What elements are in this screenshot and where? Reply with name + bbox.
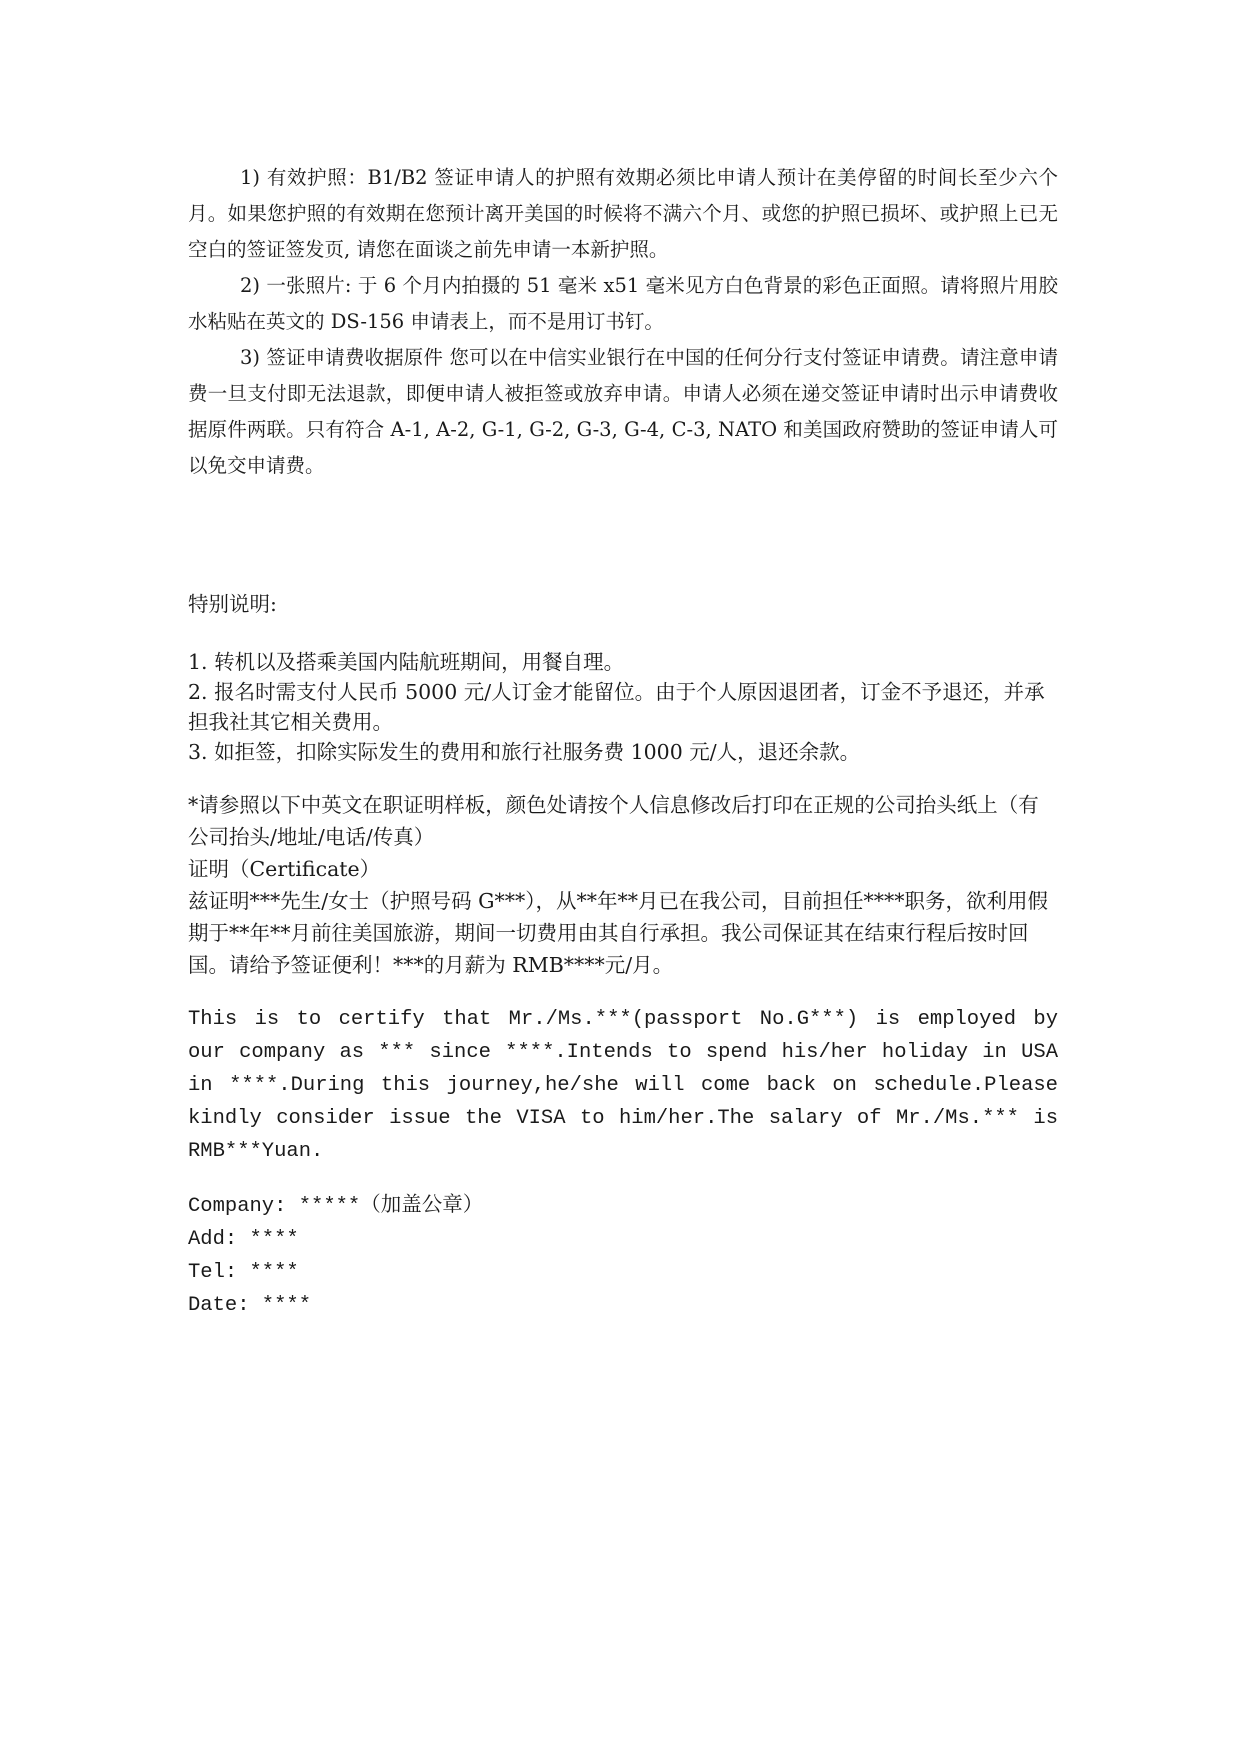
special-note-item: 1. 转机以及搭乘美国内陆航班期间，用餐自理。 [188,650,625,674]
requirement-photo: 2) 一张照片: 于 6 个月内拍摄的 51 毫米 x51 毫米见方白色背景的彩色正面照。请将照片用胶水粘贴在英文的 DS-156 申请表上，而不是用订书钉。 [188,274,1058,333]
special-notes-list [188,647,1058,767]
requirement-passport: 1) 有效护照：B1/B2 签证申请人的护照有效期必须比申请人预计在美停留的时间长至少六个月。如果您护照的有效期在您预计离开美国的时候将不满六个月、或您的护照已损坏、或护照上已无空白的签证签发页, 请您在面谈之前先申请一本新护照。 [188,166,1058,261]
section-gap [188,767,1058,789]
footer-date: Date: **** [188,1294,312,1317]
special-notes-title: 特别说明: [188,592,277,616]
document-page [188,160,1058,1322]
requirement-fee-receipt: 3) 签证申请费收据原件 您可以在中信实业银行在中国的任何分行支付签证申请费。请注意申请费一旦支付即无法退款，即便申请人被拒签或放弃申请。申请人必须在递交签证申请时出示申请费收据原件两联。只有符合 A-1, A-2, G-1, G-2, G-3, G-4, C-3, NATO 和美国政府赞助的签证申请人可以免交申请费。 [188,346,1058,477]
certificate-template [188,789,1058,1322]
footer-address: Add: **** [188,1228,299,1251]
section-gap [188,484,1058,589]
section-gap [188,1168,1058,1190]
certificate-body-chinese: 兹证明***先生/女士（护照号码 G***），从**年**月已在我公司，目前担任****职务，欲利用假期于**年**月前往美国旅游，期间一切费用由其自行承担。我公司保证其在结束行程后按时回国。请给予签证便利！***的月薪为 RMB****元/月。 [188,889,1049,977]
section-gap [188,981,1058,1003]
special-note-item: 2. 报名时需支付人民币 5000 元/人订金才能留位。由于个人原因退团者，订金不予退还，并承担我社其它相关费用。 [188,680,1045,734]
section-gap [188,619,1058,647]
certificate-body-english: This is to certify that Mr./Ms.***(passport No.G***) is employed by our company as *** since ****.Intends to spend his/her holiday in USA in ****.During this journey,he/she will come back on schedule.Please kindly consider issue the VISA to him/her.The salary of Mr./Ms.*** is RMB***Yuan. [188,1008,1058,1163]
footer-company: Company: *****（加盖公章） [188,1195,484,1218]
footer-telephone: Tel: **** [188,1261,299,1284]
certificate-instruction: *请参照以下中英文在职证明样板，颜色处请按个人信息修改后打印在正规的公司抬头纸上（有公司抬头/地址/电话/传真） [188,793,1039,849]
certificate-footer [188,1190,1058,1322]
special-note-item: 3. 如拒签，扣除实际发生的费用和旅行社服务费 1000 元/人，退还余款。 [188,740,861,764]
certificate-heading: 证明（Certificate） [188,857,381,881]
